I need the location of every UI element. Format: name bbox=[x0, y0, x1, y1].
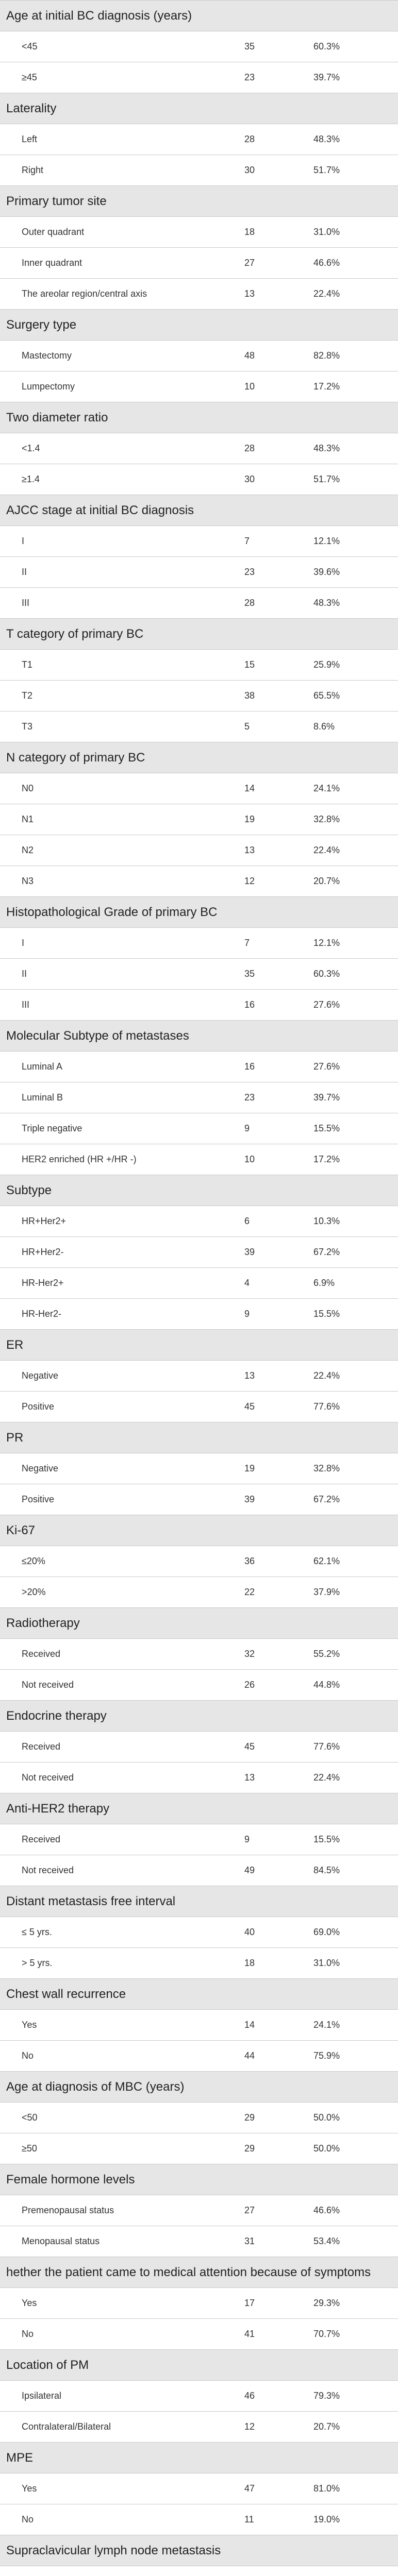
row-percent: 50.0% bbox=[313, 2143, 340, 2154]
row-count: 18 bbox=[244, 227, 255, 237]
table-row bbox=[0, 866, 398, 897]
table-row bbox=[0, 371, 398, 402]
row-percent: 67.2% bbox=[313, 1247, 340, 1257]
row-count: 36 bbox=[244, 1556, 255, 1566]
table-row bbox=[0, 990, 398, 1021]
row-label: No bbox=[22, 2050, 34, 2061]
row-percent: 53.4% bbox=[313, 2236, 340, 2246]
row-count: 13 bbox=[244, 289, 255, 299]
row-count: 48 bbox=[244, 350, 255, 361]
row-percent: 32.8% bbox=[313, 814, 340, 824]
row-percent: 46.6% bbox=[313, 258, 340, 268]
row-label: HR+Her2- bbox=[22, 1247, 64, 1257]
row-count: 9 bbox=[244, 1309, 250, 1319]
row-label: Triple negative bbox=[22, 1123, 82, 1133]
row-percent: 39.7% bbox=[313, 1092, 340, 1103]
row-percent: 60.3% bbox=[313, 969, 340, 979]
section-header: Endocrine therapy bbox=[0, 1701, 398, 1732]
row-count: 17 bbox=[244, 2298, 255, 2308]
table-row bbox=[0, 1639, 398, 1670]
row-label: HER2 enriched (HR +/HR -) bbox=[22, 1154, 137, 1164]
row-label: The areolar region/central axis bbox=[22, 289, 147, 299]
row-count: 14 bbox=[244, 783, 255, 793]
section-header: AJCC stage at initial BC diagnosis bbox=[0, 495, 398, 526]
table-row bbox=[0, 773, 398, 804]
row-percent: 79.3% bbox=[313, 2391, 340, 2401]
row-label: II bbox=[22, 969, 27, 979]
section-header: Ki-67 bbox=[0, 1515, 398, 1546]
section-header: Primary tumor site bbox=[0, 186, 398, 217]
section-header: Location of PM bbox=[0, 2350, 398, 2381]
row-percent: 77.6% bbox=[313, 1401, 340, 1412]
row-count: 22 bbox=[244, 1587, 255, 1597]
row-percent: 84.5% bbox=[313, 1865, 340, 1875]
table-row bbox=[0, 650, 398, 681]
row-percent: 55.2% bbox=[313, 1649, 340, 1659]
row-count: 15 bbox=[244, 659, 255, 670]
row-count: 10 bbox=[244, 381, 255, 392]
table-row bbox=[0, 2319, 398, 2350]
row-count: 29 bbox=[244, 2112, 255, 2123]
row-percent: 65.5% bbox=[313, 690, 340, 701]
row-count: 39 bbox=[244, 1494, 255, 1504]
table-row bbox=[0, 2226, 398, 2257]
table-row bbox=[0, 1546, 398, 1577]
row-percent: 25.9% bbox=[313, 659, 340, 670]
row-label: Negative bbox=[22, 1463, 59, 1473]
table-row bbox=[0, 1268, 398, 1299]
table-row bbox=[0, 433, 398, 464]
table-row bbox=[0, 2133, 398, 2164]
row-count: 10 bbox=[244, 1154, 255, 1164]
section-header: Two diameter ratio bbox=[0, 402, 398, 433]
section-header: Distant metastasis free interval bbox=[0, 1886, 398, 1917]
row-label: Received bbox=[22, 1834, 61, 1844]
row-label: Received bbox=[22, 1741, 61, 1752]
row-percent: 82.8% bbox=[313, 350, 340, 361]
row-count: 46 bbox=[244, 2391, 255, 2401]
row-percent: 44.8% bbox=[313, 1680, 340, 1690]
section-header: Supraclavicular lymph node metastasis bbox=[0, 2535, 398, 2566]
table-row bbox=[0, 279, 398, 310]
row-count: 13 bbox=[244, 845, 255, 855]
row-percent: 17.2% bbox=[313, 1154, 340, 1164]
table-row bbox=[0, 1144, 398, 1175]
table-row bbox=[0, 1237, 398, 1268]
table-row bbox=[0, 1392, 398, 1422]
row-label: Left bbox=[22, 134, 38, 144]
row-percent: 32.8% bbox=[313, 1463, 340, 1473]
section-header: Female hormone levels bbox=[0, 2164, 398, 2195]
table-row bbox=[0, 2041, 398, 2072]
row-count: 9 bbox=[244, 1834, 250, 1844]
row-percent: 12.1% bbox=[313, 536, 340, 546]
row-percent: 70.7% bbox=[313, 2329, 340, 2339]
row-label: ≤ 5 yrs. bbox=[22, 1927, 52, 1937]
row-percent: 51.7% bbox=[313, 474, 340, 484]
row-percent: 75.9% bbox=[313, 2050, 340, 2061]
row-label: HR-Her2+ bbox=[22, 1278, 64, 1288]
table-row bbox=[0, 2504, 398, 2535]
row-label: Yes bbox=[22, 2483, 37, 2494]
row-label: Inner quadrant bbox=[22, 258, 82, 268]
row-percent: 31.0% bbox=[313, 1958, 340, 1968]
row-count: 35 bbox=[244, 969, 255, 979]
row-count: 23 bbox=[244, 72, 255, 82]
table-row bbox=[0, 62, 398, 93]
row-percent: 69.0% bbox=[313, 1927, 340, 1937]
row-percent: 27.6% bbox=[313, 999, 340, 1010]
row-label: Luminal B bbox=[22, 1092, 63, 1103]
row-label: Mastectomy bbox=[22, 350, 72, 361]
row-count: 45 bbox=[244, 1401, 255, 1412]
table-row bbox=[0, 959, 398, 990]
table-row bbox=[0, 928, 398, 959]
row-label: Luminal A bbox=[22, 1061, 63, 1072]
table-row bbox=[0, 588, 398, 619]
row-label: ≥1.4 bbox=[22, 474, 40, 484]
table-row bbox=[0, 1917, 398, 1948]
row-label: Yes bbox=[22, 2298, 37, 2308]
row-percent: 31.0% bbox=[313, 227, 340, 237]
row-count: 28 bbox=[244, 598, 255, 608]
row-label: Right bbox=[22, 165, 44, 175]
row-count: 32 bbox=[244, 1649, 255, 1659]
row-percent: 19.0% bbox=[313, 2514, 340, 2524]
row-label: I bbox=[22, 536, 25, 546]
row-count: 7 bbox=[244, 938, 250, 948]
row-percent: 48.3% bbox=[313, 443, 340, 453]
table-row bbox=[0, 1948, 398, 1979]
row-label: > 5 yrs. bbox=[22, 1958, 53, 1968]
row-count: 16 bbox=[244, 999, 255, 1010]
table-row bbox=[0, 1732, 398, 1762]
row-percent: 22.4% bbox=[313, 1772, 340, 1783]
row-percent: 20.7% bbox=[313, 876, 340, 886]
table-row bbox=[0, 1824, 398, 1855]
row-label: Contralateral/Bilateral bbox=[22, 2421, 111, 2432]
row-count: 23 bbox=[244, 567, 255, 577]
table-row bbox=[0, 1577, 398, 1608]
table-row bbox=[0, 2103, 398, 2133]
row-percent: 8.6% bbox=[313, 721, 335, 732]
row-label: T1 bbox=[22, 659, 33, 670]
row-percent: 51.7% bbox=[313, 165, 340, 175]
row-percent: 22.4% bbox=[313, 845, 340, 855]
table-row bbox=[0, 2473, 398, 2504]
table-row bbox=[0, 31, 398, 62]
row-label: Ipsilateral bbox=[22, 2391, 62, 2401]
row-count: 26 bbox=[244, 1680, 255, 1690]
row-count: 13 bbox=[244, 1772, 255, 1783]
section-header: MPE bbox=[0, 2443, 398, 2473]
row-label: N2 bbox=[22, 845, 34, 855]
row-count: 9 bbox=[244, 1123, 250, 1133]
table-row bbox=[0, 557, 398, 588]
row-percent: 6.9% bbox=[313, 1278, 335, 1288]
row-label: >20% bbox=[22, 1587, 46, 1597]
row-count: 23 bbox=[244, 1092, 255, 1103]
row-label: Positive bbox=[22, 1494, 55, 1504]
row-percent: 15.5% bbox=[313, 1834, 340, 1844]
row-percent: 17.2% bbox=[313, 381, 340, 392]
section-header: Subtype bbox=[0, 1175, 398, 1206]
row-label: N1 bbox=[22, 814, 34, 824]
section-header: Laterality bbox=[0, 93, 398, 124]
row-label: ≤20% bbox=[22, 1556, 45, 1566]
row-percent: 15.5% bbox=[313, 1309, 340, 1319]
row-label: Menopausal status bbox=[22, 2236, 100, 2246]
table-row bbox=[0, 2288, 398, 2319]
row-label: N3 bbox=[22, 876, 34, 886]
row-label: N0 bbox=[22, 783, 34, 793]
table-row bbox=[0, 1206, 398, 1237]
table-row bbox=[0, 1113, 398, 1144]
row-count: 14 bbox=[244, 2020, 255, 2030]
section-header: ER bbox=[0, 1330, 398, 1361]
row-label: Received bbox=[22, 1649, 61, 1659]
row-label: <45 bbox=[22, 41, 38, 52]
row-label: No bbox=[22, 2329, 34, 2339]
row-label: T3 bbox=[22, 721, 33, 732]
row-label: III bbox=[22, 598, 30, 608]
row-count: 47 bbox=[244, 2483, 255, 2494]
table-row bbox=[0, 1484, 398, 1515]
row-label: Not received bbox=[22, 1772, 74, 1783]
row-count: 19 bbox=[244, 1463, 255, 1473]
table-row bbox=[0, 2010, 398, 2041]
row-count: 6 bbox=[244, 1216, 250, 1226]
table-row bbox=[0, 248, 398, 279]
row-label: HR+Her2+ bbox=[22, 1216, 67, 1226]
row-count: 28 bbox=[244, 134, 255, 144]
section-header: Chest wall recurrence bbox=[0, 1979, 398, 2010]
row-percent: 12.1% bbox=[313, 938, 340, 948]
row-count: 49 bbox=[244, 1865, 255, 1875]
table-row bbox=[0, 2381, 398, 2412]
row-count: 7 bbox=[244, 536, 250, 546]
row-count: 30 bbox=[244, 474, 255, 484]
section-header: Surgery type bbox=[0, 310, 398, 341]
row-count: 16 bbox=[244, 1061, 255, 1072]
row-label: II bbox=[22, 567, 27, 577]
row-count: 12 bbox=[244, 2421, 255, 2432]
section-header: Anti-HER2 therapy bbox=[0, 1793, 398, 1824]
row-percent: 48.3% bbox=[313, 134, 340, 144]
section-header: Age at diagnosis of MBC (years) bbox=[0, 2072, 398, 2103]
row-count: 28 bbox=[244, 443, 255, 453]
table-row bbox=[0, 217, 398, 248]
section-header: Age at initial BC diagnosis (years) bbox=[0, 1, 398, 31]
row-percent: 29.3% bbox=[313, 2298, 340, 2308]
section-header: PR bbox=[0, 1422, 398, 1453]
row-label: Not received bbox=[22, 1680, 74, 1690]
table-row bbox=[0, 1082, 398, 1113]
row-count: 27 bbox=[244, 258, 255, 268]
row-count: 35 bbox=[244, 41, 255, 52]
table-row bbox=[0, 155, 398, 186]
table-row bbox=[0, 1670, 398, 1701]
section-header: Radiotherapy bbox=[0, 1608, 398, 1639]
table-row bbox=[0, 124, 398, 155]
row-count: 38 bbox=[244, 690, 255, 701]
section-header: T category of primary BC bbox=[0, 619, 398, 650]
table-row bbox=[0, 1855, 398, 1886]
table-row bbox=[0, 711, 398, 742]
row-label: III bbox=[22, 999, 30, 1010]
row-label: Yes bbox=[22, 2020, 37, 2030]
table-row bbox=[0, 1299, 398, 1330]
section-header: hether the patient came to medical attention because of symptoms bbox=[0, 2257, 398, 2288]
row-percent: 50.0% bbox=[313, 2112, 340, 2123]
row-percent: 67.2% bbox=[313, 1494, 340, 1504]
row-count: 40 bbox=[244, 1927, 255, 1937]
row-label: I bbox=[22, 938, 25, 948]
table-row bbox=[0, 681, 398, 711]
table-row bbox=[0, 2412, 398, 2443]
row-percent: 46.6% bbox=[313, 2205, 340, 2215]
row-label: <1.4 bbox=[22, 443, 40, 453]
table-row bbox=[0, 2566, 398, 2576]
row-count: 12 bbox=[244, 876, 255, 886]
row-count: 5 bbox=[244, 721, 250, 732]
row-percent: 15.5% bbox=[313, 1123, 340, 1133]
row-label: HR-Her2- bbox=[22, 1309, 62, 1319]
row-percent: 20.7% bbox=[313, 2421, 340, 2432]
row-count: 11 bbox=[244, 2514, 254, 2524]
row-label: Lumpectomy bbox=[22, 381, 75, 392]
row-count: 4 bbox=[244, 1278, 250, 1288]
row-label: Negative bbox=[22, 1370, 59, 1381]
row-percent: 22.4% bbox=[313, 289, 340, 299]
row-percent: 39.6% bbox=[313, 567, 340, 577]
table-row bbox=[0, 341, 398, 371]
row-label: ≥45 bbox=[22, 72, 37, 82]
row-percent: 24.1% bbox=[313, 2020, 340, 2030]
table-row bbox=[0, 1052, 398, 1082]
table-row bbox=[0, 1453, 398, 1484]
row-count: 39 bbox=[244, 1247, 255, 1257]
row-count: 19 bbox=[244, 814, 255, 824]
row-percent: 62.1% bbox=[313, 1556, 340, 1566]
row-percent: 37.9% bbox=[313, 1587, 340, 1597]
table-row bbox=[0, 526, 398, 557]
row-count: 31 bbox=[244, 2236, 255, 2246]
row-label: No bbox=[22, 2514, 34, 2524]
row-percent: 81.0% bbox=[313, 2483, 340, 2494]
row-count: 44 bbox=[244, 2050, 255, 2061]
row-percent: 22.4% bbox=[313, 1370, 340, 1381]
row-label: ≥50 bbox=[22, 2143, 37, 2154]
table-row bbox=[0, 1762, 398, 1793]
row-count: 29 bbox=[244, 2143, 255, 2154]
row-label: Premenopausal status bbox=[22, 2205, 114, 2215]
section-header: N category of primary BC bbox=[0, 742, 398, 773]
row-count: 18 bbox=[244, 1958, 255, 1968]
row-percent: 24.1% bbox=[313, 783, 340, 793]
row-label: Outer quadrant bbox=[22, 227, 85, 237]
row-label: Positive bbox=[22, 1401, 55, 1412]
row-count: 30 bbox=[244, 165, 255, 175]
row-label: Not received bbox=[22, 1865, 74, 1875]
row-count: 27 bbox=[244, 2205, 255, 2215]
row-percent: 10.3% bbox=[313, 1216, 340, 1226]
row-percent: 48.3% bbox=[313, 598, 340, 608]
table-row bbox=[0, 804, 398, 835]
table-row bbox=[0, 835, 398, 866]
row-count: 13 bbox=[244, 1370, 255, 1381]
row-count: 41 bbox=[244, 2329, 255, 2339]
section-header: Histopathological Grade of primary BC bbox=[0, 897, 398, 928]
row-label: T2 bbox=[22, 690, 33, 701]
row-percent: 27.6% bbox=[313, 1061, 340, 1072]
row-percent: 39.7% bbox=[313, 72, 340, 82]
row-percent: 77.6% bbox=[313, 1741, 340, 1752]
table-row bbox=[0, 2195, 398, 2226]
table-row bbox=[0, 464, 398, 495]
row-label: <50 bbox=[22, 2112, 38, 2123]
table-row bbox=[0, 1361, 398, 1392]
row-percent: 60.3% bbox=[313, 41, 340, 52]
row-count: 45 bbox=[244, 1741, 255, 1752]
section-header: Molecular Subtype of metastases bbox=[0, 1021, 398, 1052]
